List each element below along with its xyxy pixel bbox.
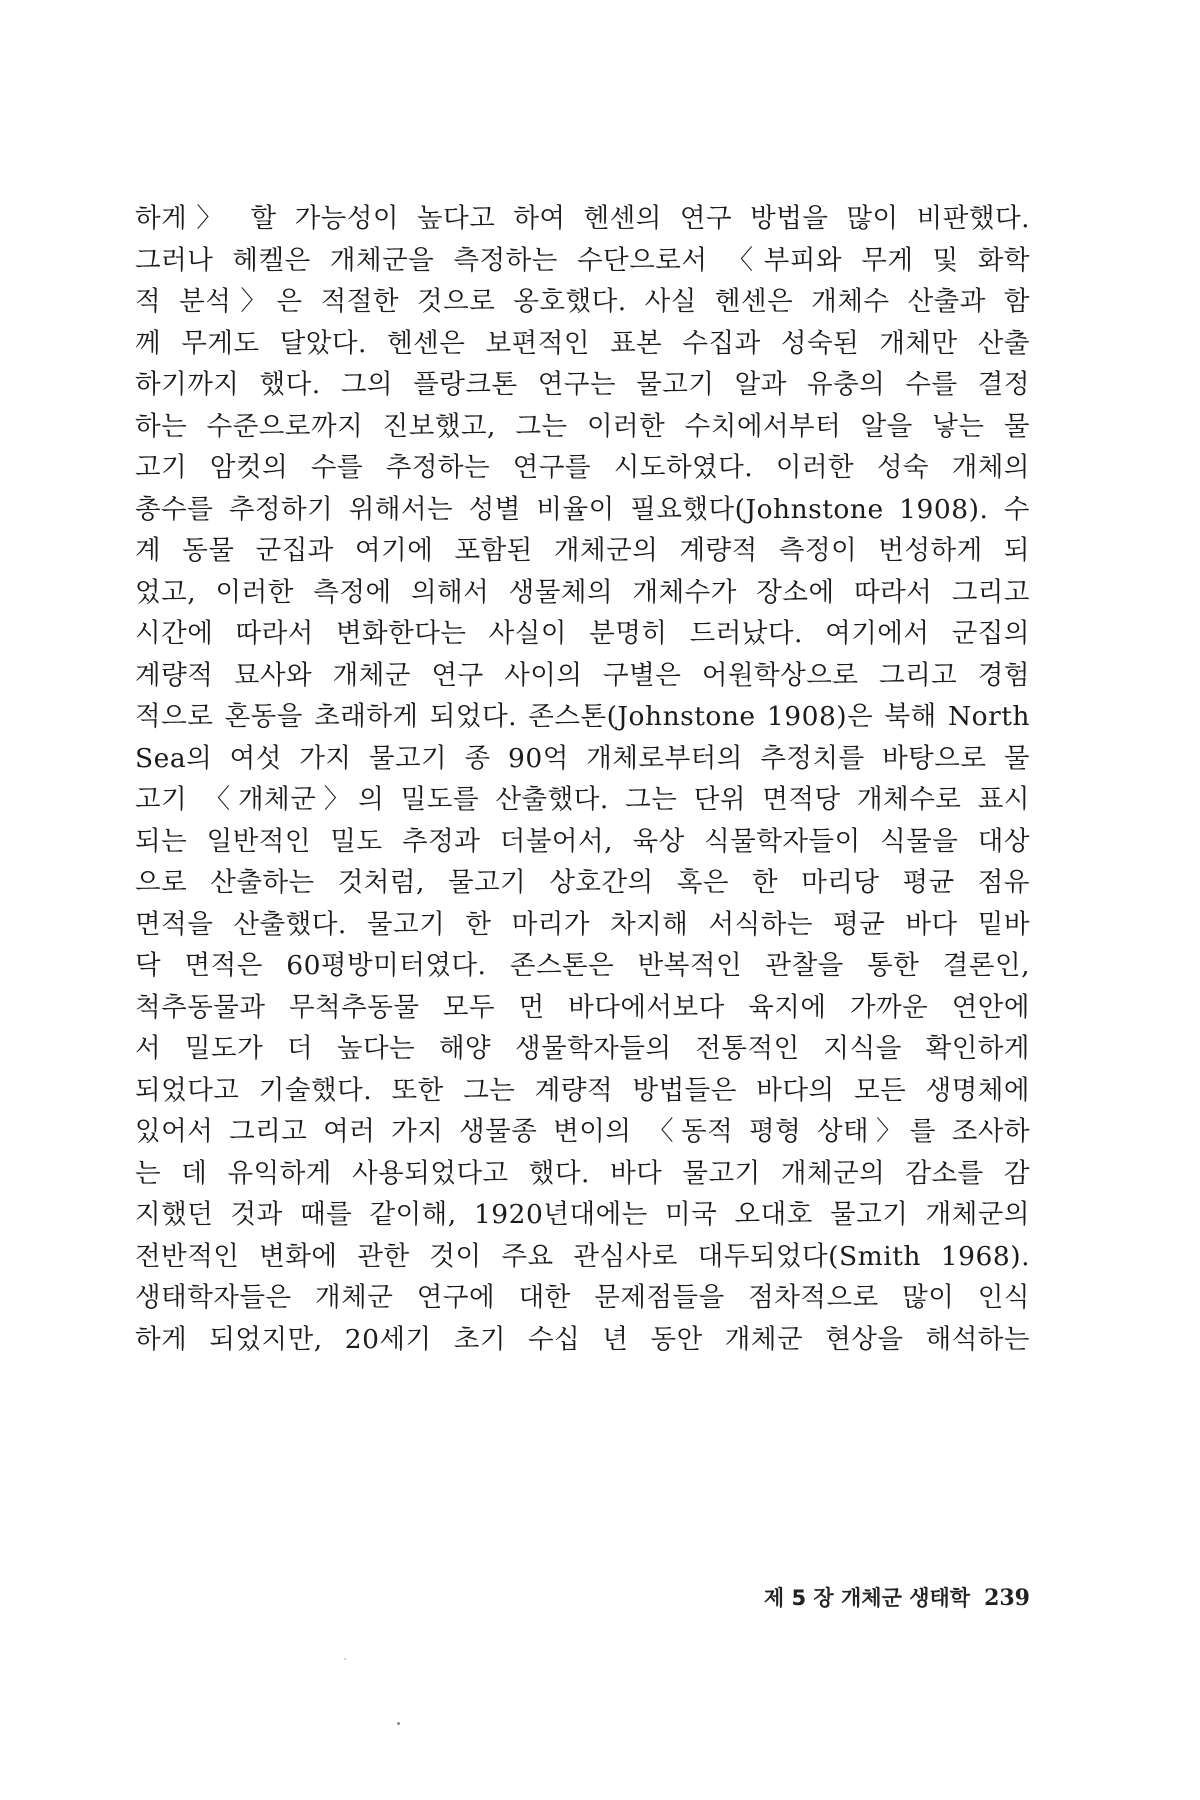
text-line: 있어서 그리고 여러 가지 생물종 변이의 〈동적 평형 상태〉를 조사하: [135, 1116, 1030, 1147]
text-line: 고기 〈개체군〉의 밀도를 산출했다. 그는 단위 면적당 개체수로 표시: [135, 784, 1030, 815]
text-line: 되었다고 기술했다. 또한 그는 계량적 방법들은 바다의 모든 생명체에: [135, 1074, 1030, 1106]
text-line: 전반적인 변화에 관한 것이 주요 관심사로 대두되었다(Smith 1968).: [135, 1240, 1030, 1272]
scan-speck: [397, 1722, 400, 1725]
chapter-title: 제 5 장 개체군 생태학: [763, 1586, 971, 1610]
text-line: 생태학자들은 개체군 연구에 대한 문제점들을 점차적으로 많이 인식: [135, 1282, 1030, 1313]
running-footer: [764, 1583, 1030, 1613]
text-line: 서 밀도가 더 높다는 해양 생물학자들의 전통적인 지식을 확인하게: [135, 1033, 1030, 1064]
text-line: 으로 산출하는 것처럼, 물고기 상호간의 혹은 한 마리당 평균 점유: [135, 867, 1030, 898]
text-line: 었고, 이러한 측정에 의해서 생물체의 개체수가 장소에 따라서 그리고: [135, 576, 1030, 608]
text-line: 그러나 헤켈은 개체군을 측정하는 수단으로서 〈부피와 무게 및 화학: [135, 244, 1030, 276]
text-line: 시간에 따라서 변화한다는 사실이 분명히 드러났다. 여기에서 군집의: [135, 618, 1030, 649]
text-line: 하게 되었지만, 20세기 초기 수십 년 동안 개체군 현상을 해석하는: [135, 1323, 1030, 1355]
text-line: 께 무게도 달았다. 헨센은 보편적인 표본 수집과 성숙된 개체만 산출: [135, 327, 1030, 359]
text-line: 총수를 추정하기 위해서는 성별 비율이 필요했다(Johnstone 1908). 수: [135, 493, 1030, 525]
body-text: [135, 198, 1030, 1360]
text-line: 적 분석〉은 적절한 것으로 옹호했다. 사실 헨센은 개체수 산출과 함: [135, 286, 1030, 317]
text-line: 계 동물 군집과 여기에 포함된 개체군의 계량적 측정이 번성하게 되: [135, 535, 1030, 566]
text-line: Sea의 여섯 가지 물고기 종 90억 개체로부터의 추정치를 바탕으로 물: [135, 742, 1030, 774]
text-line: 계량적 묘사와 개체군 연구 사이의 구별은 어원학상으로 그리고 경험: [135, 659, 1030, 691]
text-line: 고기 암컷의 수를 추정하는 연구를 시도하였다. 이러한 성숙 개체의: [135, 452, 1030, 483]
text-line: 하게〉 할 가능성이 높다고 하여 헨센의 연구 방법을 많이 비판했다.: [135, 203, 1030, 234]
text-line: 하는 수준으로까지 진보했고, 그는 이러한 수치에서부터 알을 낳는 물: [135, 410, 1030, 442]
scan-speck: [344, 1658, 346, 1660]
text-line: 는 데 유익하게 사용되었다고 했다. 바다 물고기 개체군의 감소를 감: [135, 1157, 1030, 1189]
text-line: 닥 면적은 60평방미터였다. 존스톤은 반복적인 관찰을 통한 결론인,: [135, 950, 1030, 981]
text-line: 면적을 산출했다. 물고기 한 마리가 차지해 서식하는 평균 바다 밑바: [135, 908, 1030, 940]
text-line: 지했던 것과 때를 같이해, 1920년대에는 미국 오대호 물고기 개체군의: [135, 1199, 1030, 1230]
text-line: 하기까지 했다. 그의 플랑크톤 연구는 물고기 알과 유충의 수를 결정: [135, 369, 1030, 400]
text-line: 척추동물과 무척추동물 모두 먼 바다에서보다 육지에 가까운 연안에: [135, 991, 1030, 1023]
text-line: 되는 일반적인 밀도 추정과 더불어서, 육상 식물학자들이 식물을 대상: [135, 825, 1030, 857]
text-line: 적으로 혼동을 초래하게 되었다. 존스톤(Johnstone 1908)은 북해 North: [135, 701, 1030, 732]
page-number: 239: [984, 1585, 1030, 1611]
